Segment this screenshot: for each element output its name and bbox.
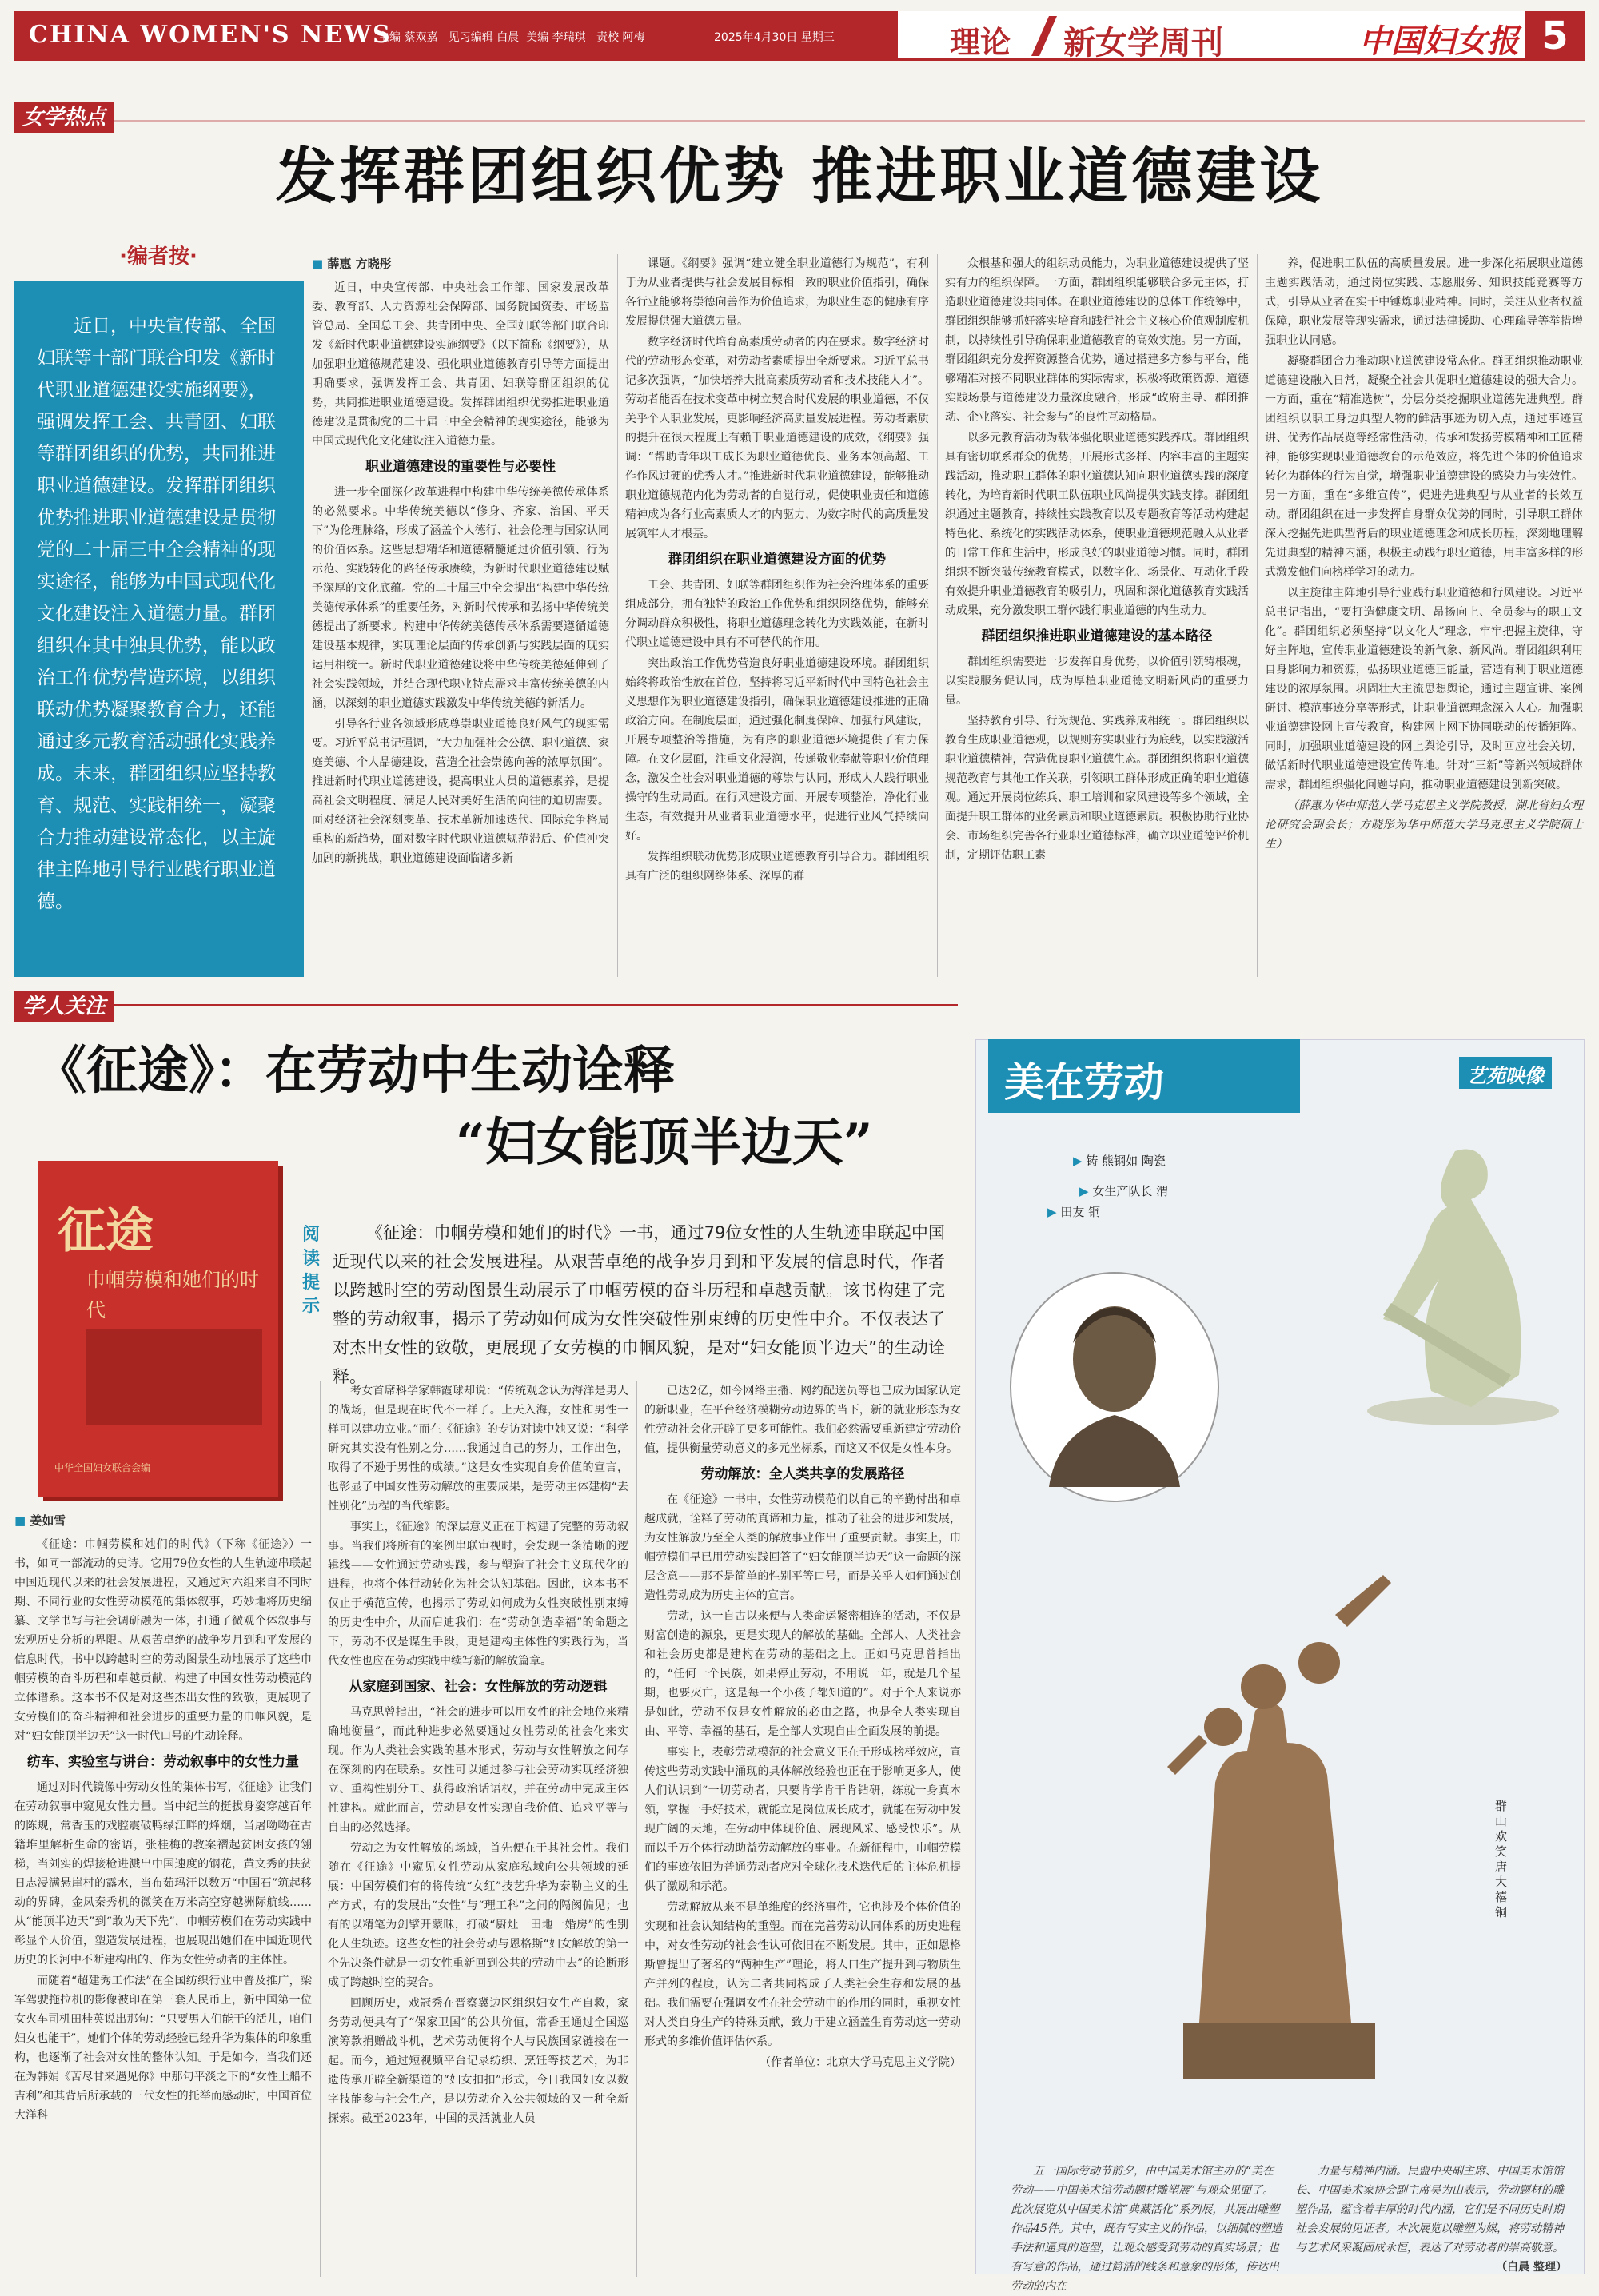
section-rule (14, 120, 1585, 122)
paragraph: 坚持教育引导、行为规范、实践养成相统一。群团组织以教育生成职业道德观，以规则夯实职业行为底线，以实践激活职业道德精神，营造优良职业道德生态。群团组织将职业道德规范教育与其他工作关联，引领职工群体形成正确的职业道德观。通过开展岗位练兵、职工培训和家风建设等多个领域，全面提升职工群体的业务素质和职业道德素质。积极协助行业协会、市场组织完善各行业职业道德标准，确立职业道德评价机制，定期评估职工素 (945, 715, 1249, 862)
article2-column-2 (328, 1381, 628, 2278)
subheading: 群团组织推进职业道德建设的基本路径 (981, 628, 1213, 644)
column-divider (1257, 254, 1258, 977)
paragraph: 近日，中央宣传部、中央社会工作部、国家发展改革委、教育部、人力资源社会保障部、国务院国资委、市场监管总局、全国总工会、共青团中央、全国妇联等部门联合印发《新时代职业道德建设实施纲要》（以下简称《纲要》），从加强职业道德规范建设、强化职业道德教育引导等方面提出明确要求，强调发挥工会、共青团、妇联等群团组织的优势，共同推进职业道德建设。发挥群团组织优势推进职业道德建设是贯彻党的二十届三中全会精神的现实途径，能够为中国式现代化文化建设注入道德力量。 (312, 281, 609, 448)
article2-column-3 (644, 1381, 961, 2278)
caption-sculpture-1: ▶ 铸 熊钢如 陶瓷 (1073, 1151, 1166, 1170)
article1-author: ■ 薛惠 方晓彤 (312, 254, 609, 273)
column-divider (636, 1381, 637, 2277)
paragraph: 凝聚群团合力推动职业道德建设常态化。群团组织推动职业道德建设融入日常，凝聚全社会共促职业道德建设的强大合力。一方面，重在“精准选树”，分层分类挖掘职业道德先进典型。群团组织以职工身边典型人物的鲜活事迹为切入点，通过事迹宣讲、优秀作品展览等经常性活动，传承和发扬劳模精神和工匠精神，能够实现职业道德教育的示范效应，将先进个体的价值追求转化为群体的行为自觉，增强职业道德建设的感染力与实效性。另一方面，重在“多维宣传”，促进先进典型与从业者的长效互动。群团组织在进一步发挥自身群众优势的同时，引导职工群体深入挖掘先进典型背后的职业道德理念和成长历程，深刻地理解先进典型的精神内涵，积极主动践行职业道德，用丰富多样的形式激发他们向榜样学习的动力。 (1265, 355, 1583, 579)
art-title: 美在劳动 (1004, 1058, 1164, 1106)
book-cover (38, 1161, 278, 1497)
slash-divider-icon (1028, 16, 1060, 56)
article2-column-1 (14, 1511, 312, 2278)
reading-tip-text: 《征途：巾帼劳模和她们的时代》一书，通过79位女性的人生轨迹串联起中国近现代以来的社会发展进程。从艰苦卓绝的战争岁月到和平发展的信息时代，作者以跨越时空的劳动图景生动展示了巾帼劳模的奋斗历程和卓越贡献。该书构建了完整的劳动叙事，揭示了劳动如何成为女性突破性别束缚的历史性中介。不仅表达了对杰出女性的致敬，更展现了女劳模的巾帼风貌，是对“妇女能顶半边天”的生动诠释。 (333, 1223, 945, 1386)
column-divider (937, 254, 938, 977)
sculpture-bronze-group (1135, 1567, 1423, 2087)
reading-tip-label: 阅读提示 (302, 1225, 321, 1317)
headline-book-line2: “妇女能顶半边天” (456, 1113, 873, 1173)
book-cover-photos (86, 1329, 262, 1425)
paper-name: CHINA WOMEN'S NEWS (29, 21, 392, 49)
headline-main: 发挥群团组织优势 推进职业道德建设 (275, 141, 1324, 212)
paragraph: 已达2亿，如今网络主播、网约配送员等也已成为国家认定的新职业，在平台经济模糊劳动边界的当下，新的就业形态为女性劳动社会化开辟了更多可能性。我们必然需要重新建定劳动价值，提供衡量劳动意义的多元坐标系，而这又不仅是女性本身。 (644, 1385, 961, 1455)
caption-sculpture-3: 群山欢笑 唐大禧 铜 (1495, 1799, 1508, 1919)
paragraph: 进一步全面深化改革进程中构建中华传统美德传承体系的必然要求。中华传统美德以“修身、齐家、治国、平天下”为伦理脉络，形成了涵盖个人德行、社会伦理与国家认同的价值体系。这些思想精华和道德精髓通过价值引领、行为示范、实践转化的路径传承赓续，为新时代职业道德建设赋予深厚的文化底蕴。党的二十届三中全会提出“构建中华传统美德传承体系”的重要任务，对新时代传承和弘扬中华传统美德提出了新要求。构建中华传统美德传承体系需要遵循道德建设基本规律，实现理论层面的传承创新与实践层面的现实运用相统一。新时代职业道德建设将中华传统美德延伸到了社会实践领域，并结合现代职业特点需求丰富传统美德的内涵，以深刻的职业道德实践激发中华传统美德的新活力。 (312, 486, 609, 710)
author-bio: （薛惠为华中师范大学马克思主义学院教授，湖北省妇女理论研究会副会长；方晓彤为华中师范大学马克思主义学院硕士生） (1265, 799, 1583, 851)
editor-note-text: 近日，中央宣传部、全国妇联等十部门联合印发《新时代职业道德建设实施纲要》，强调发挥工会、共青团、妇联等群团组织的优势，共同推进职业道德建设。发挥群团组织优势推进职业道德建设是贯彻党的二十届三中全会精神的现实途径，能够为中国式现代化文化建设注入道德力量。群团组织在其中独具优势，能以政治工作优势营造环境，以组织联动优势凝聚教育合力，还能通过多元教育活动强化实践养成。未来，群团组织应坚持教育、规范、实践相统一，凝聚合力推动建设常态化，以主旋律主阵地引导行业践行职业道德。 (37, 316, 276, 912)
article2-author: ■ 姜如雪 (14, 1511, 312, 1530)
reading-tip-box (333, 1218, 945, 1386)
paragraph: 以多元教育活动为载体强化职业道德实践养成。群团组织具有密切联系群众的优势，开展形式多样、内容丰富的主题实践活动，推动职工群体的职业道德认知向职业道德实践的深度转化，为培育新时代职工队伍职业风尚提供实践支撑。群团组织通过主题教育，持续性实践教育以及专题教育等活动构建起特色化、系统化的实践活动体系，使职业道德规范融入从业者的日常工作和生活中，形成良好的职业道德习惯。同时，群团组织不断突破传统教育模式，以数字化、场景化、互动化手段有效提升职业道德教育的吸引力，巩固和深化道德教育实践活动成果，充分激发职工群体践行职业道德的内生动力。 (945, 432, 1249, 617)
paragraph: 引导各行业各领域形成尊崇职业道德良好风气的现实需要。习近平总书记强调，“大力加强社会公德、职业道德、家庭美德、个人品德建设，营造全社会崇德向善的浓厚氛围”。推进新时代职业道德建设，提高职业人员的道德素养，是提高社会文明程度、满足人民对美好生活的向往的迫切需要。面对经济社会深刻变革、技术革新加速迭代、国际竞争格局重构的新趋势，面对数字时代职业道德规范滞后、价值冲突加剧的新挑战，职业道德建设面临诸多新 (312, 718, 609, 865)
paragraph: 劳动，这一自古以来便与人类命运紧密相连的活动，不仅是财富创造的源泉，更是实现人的解放的基础。全部人、人类社会和社会历史都是建构在劳动的基础之上。正如马克思曾指出的，“任何一个民族，如果停止劳动，不用说一年，就是几个星期，也要灭亡，这是每一个小孩子都知道的”。对于个人来说亦是如此，劳动不仅是女性解放的必由之路，也是全人类实现自由、平等、幸福的基石，是全部人实现自由全面发展的前提。 (644, 1610, 961, 1738)
paragraph: 突出政治工作优势营造良好职业道德建设环境。群团组织始终将政治性放在首位，坚持将习近平新时代中国特色社会主义思想作为职业道德建设指引，确保职业道德建设推进的正确政治方向。在制度层面，通过强化制度保障、加强行风建设，开展专项整治等措施，为有序的职业道德环境提供了有力保障。在文化层面，注重文化浸润，传递敬业奉献等职业价值理念，激发全社会对职业道德的尊崇与认同，形成人人践行职业操守的生动局面。在行风建设方面，开展专项整治，净化行业生态，有效提升从业者职业道德水平，促进行业风气持续向好。 (625, 657, 929, 843)
paragraph: 而随着“超建秀工作法”在全国纺织行业中普及推广，梁军驾驶拖拉机的影像被印在第三套人民币上，新中国第一位女火车司机田桂英说出那句：“只要男人们能干的活儿，咱们妇女也能干”，她们个体的劳动经验已经升华为集体的印象重构，也逐渐了社会对女性的整体认知。于是如今，当我们还在为韩娟《苦尽甘来遇见你》中那句平淡之下的“女性上船不吉利”和其背后所承载的三代女性的托举而感动时，中国首位大洋科 (14, 1975, 312, 2122)
paragraph: 以主旋律主阵地引导行业践行职业道德和行风建设。习近平总书记指出，“要打造健康文明、昂扬向上、全员参与的职工文化”。群团组织必须坚持“以文化人”理念，牢牢把握主旋律，守好主阵地，宣传职业道德建设的新气象、新风尚。群团组织利用自身影响力和资源，弘扬职业道德正能量，营造有利于职业道德建设的浓厚氛围。巩固壮大主流思想舆论，通过主题宣讲、案例研讨、模范事迹分享等形式，让职业道德理念深入人心。加强职业道德建设网上宣传教育，构建网上网下协同联动的传播矩阵。同时，加强职业道德建设的网上舆论引导，及时回应社会关切，做活新时代职业道德建设宣传阵地。针对“三新”等新兴领域群体需求，群团组织强化问题导向，推动职业道德建设创新突破。 (1265, 587, 1583, 791)
masthead (14, 11, 1585, 61)
column-divider (617, 254, 618, 977)
section-tag-hot: 女学热点 (14, 102, 114, 133)
art-note-text: 五一国际劳动节前夕，由中国美术馆主办的“美在劳动——中国美术馆劳动题材雕塑展”与观众见面了。此次展览从中国美术馆“典藏活化”系列展，共展出雕塑作品45件。其中，既有写实主义的作品，以细腻的塑造手法和逼真的造型，让观众感受到劳动的真实场景；也有写意的作品，通过简洁的线条和意象的形体，传达出劳动的内在 (1011, 2165, 1282, 2293)
weekly-name: 新女学周刊 (1063, 25, 1223, 62)
art-note-credit: （白晨 整理） (1496, 2261, 1567, 2274)
paragraph: 回顾历史，戏冠秀在晋察冀边区组织妇女生产自救，家务劳动便具有了“保家卫国”的公共价值，常香玉通过全国巡演筹款捐赠战斗机，艺术劳动便将个人与民族国家链接在一起。而今，通过短视频平台记录纺织、烹饪等技艺术，为非遗传承开辟全新渠道的“妇女扣扣”形式，今日我国妇女以数字技能参与社会生产，是以劳动介入公共领域的又一种全新探索。截至2023年，中国的灵活就业人员 (328, 1997, 628, 2125)
book-title: 征途 (58, 1203, 154, 1259)
editor-note-box (14, 281, 304, 977)
subheading: 职业道德建设的重要性与必要性 (365, 459, 556, 475)
subheading: 纺车、实验室与讲台：劳动叙事中的女性力量 (27, 1754, 299, 1770)
column-divider (320, 1381, 321, 2277)
paragraph: 课题。《纲要》强调“建立健全职业道德行为规范”，有利于为从业者提供与社会发展目标相一致的职业价值指引，确保各行业能够将崇德向善作为价值追求，为职业生态的健康有序发展提供强大道德力量。 (625, 257, 929, 328)
paragraph: 事实上，《征途》的深层意义正在于构建了完整的劳动叙事。当我们将所有的案例串联审视时，会发现一条清晰的逻辑线——女性通过劳动实践，参与塑造了社会主义现代化的进程，也将个体行动转化为社会认知基础。因此，这本书不仅止于横范宣传，也揭示了劳动如何成为女性突破性别束缚的历史性中介，从而启迪我们：在“劳动创造幸福”的命题之下，劳动不仅是谋生手段，更是建构主体性的实践行为，当代女性也应在劳动实践中续写新的解放篇章。 (328, 1521, 628, 1668)
section-rule (14, 1004, 958, 1006)
article1-column-1 (312, 254, 609, 979)
paragraph: 通过对时代镜像中劳动女性的集体书写，《征途》让我们在劳动叙事中窥见女性力量。当中纪兰的挺拔身姿穿越百年的陈规，常香玉的戏腔震破鸭绿江畔的烽烟，当屠呦呦在古籍堆里解析生命的密语，张桂梅的教案褶起贫困女孩的翎梯，当刘实的焊接枪进溅出中国速度的钢花，黄文秀的扶贫日志浸满悬崖村的露水，当布茹玛汗以数万“中国石”筑起移动的界碑，金凤秦秀机的微笑在万米高空穿越洲际航线……从“能顶半边天”到“敢为天下先”，巾帼劳模们在劳动实践中彰显个人价值，塑造发展进程，也展现出她们在中国近现代历史的长河中不断建构出的、作为女性劳动者的主体性。 (14, 1781, 312, 1967)
article1-column-2 (625, 254, 929, 979)
caption-sculpture-2-line2: ▶ 田友 铜 (1047, 1202, 1100, 1222)
paragraph: 群团组织需要进一步发挥自身优势，以价值引领铸根魂，以实践服务促认同，成为厚植职业道德文明新风尚的重要力量。 (945, 656, 1249, 707)
paragraph: 在《征途》一书中，女性劳动模范们以自己的辛勤付出和卓越成就，诠释了劳动的真谛和力量，推动了社会的进步和发展，为女性解放乃至全人类的解放事业作出了重要贡献。事实上，巾帼劳模们早已用劳动实践回答了“妇女能顶半边天”这一命题的深层含意——那不是简单的性别平等口号，而是关乎人如何通过创造性劳动成为历史主体的宣言。 (644, 1493, 961, 1602)
art-section-tag: 艺苑映像 (1459, 1057, 1552, 1089)
subheading: 从家庭到国家、社会：女性解放的劳动逻辑 (349, 1679, 608, 1695)
paragraph: 养，促进职工队伍的高质量发展。进一步深化拓展职业道德主题实践活动，通过岗位实践、志愿服务、知识技能竞赛等方式，引导从业者在实干中锤炼职业精神。同时，关注从业者权益保障，职业发展等现实需求，通过法律援助、心理疏导等举措增强职业认同感。 (1265, 257, 1583, 347)
paragraph: 马克思曾指出，“社会的进步可以用女性的社会地位来精确地衡量”，而此种进步必然要通过女性劳动的社会化来实现。作为人类社会实践的基本形式，劳动与女性解放之间存在深刻的内在联系。女性可以通过参与社会劳动实现经济独立、重构性别分工、获得政治话语权，并在劳动中完成主体性建构。就此而言，劳动是女性实现自我价值、追求平等与自由的必然选择。 (328, 1706, 628, 1834)
editor-note-label: ·编者按· (119, 245, 197, 269)
art-banner (988, 1039, 1300, 1113)
paragraph: 事实上，表彰劳动模范的社会意义正在于形成榜样效应，宣传这些劳动实践中涌现的具体解放经验也正在于影响更多人，使人们认识到“一切劳动者，只要肯学肯干肯钻研，练就一身真本领，掌握一手好技术，就能立足岗位成长成才，就能在劳动中发现广阔的天地，在劳动中体现价值、展现风采、感受快乐”。从而以千万个体行动助益劳动解放的事业。在新征程中，巾帼劳模们的事迹依旧为普通劳动者应对全球化技术迭代后的主体危机提供了激励和示范。 (644, 1746, 961, 1893)
paragraph: 工会、共青团、妇联等群团组织作为社会治理体系的重要组成部分，拥有独特的政治工作优势和组织网络优势，能够充分调动群众积极性，将职业道德理念转化为实践效能，在新时代职业道德建设中具有不可替代的作用。 (625, 579, 929, 649)
subheading: 劳动解放：全人类共享的发展路径 (700, 1466, 905, 1482)
paragraph: 《征途：巾帼劳模和她们的时代》（下称《征途》）一书，如同一部流动的史诗。它用79位女性的人生轨迹串联起中国近现代以来的社会发展进程，又通过对六组来自不同时期、不同行业的女性劳动模范的集体叙事，巧妙地将历史编纂、文学书写与社会调研融为一体，打通了微观个体叙事与宏观历史分析的界限。从艰苦卓绝的战争岁月到和平发展的信息时代，书中以跨越时空的劳动图景生动地展示了这些巾帼劳模的奋斗历程和卓越贡献，构建了中国女性劳动模范的立体谱系。这本书不仅是对这些杰出女性的致敬，更展现了女劳模们的奋斗精神和社会进步的重要力量的巾帼风貌，是对“妇女能顶半边天”这一时代口号的生动诠释。 (14, 1538, 312, 1743)
editor-credits: 主编 蔡双嘉 见习编辑 白晨 美编 李瑞琪 责校 阿梅 (378, 31, 645, 44)
article1-column-4 (1265, 254, 1583, 979)
sculpture-bronze-bust (1009, 1271, 1220, 1503)
paragraph: 劳动之为女性解放的场域，首先便在于其社会性。我们随在《征途》中窥见女性劳动从家庭私域向公共领域的延展：中国劳模们有的将传统“女红”技艺升华为泰勒主义的生产方式，有的发展出“女性”与“理工科”之间的隔阂偏见；也有的以精笔为剑擘开蒙昧，打破“厨灶一田地一婚房”的性别化人生轨迹。这些女性的社会劳动与恩格斯“妇女解放的第一个先决条件就是一切女性重新回到公共的劳动中去”的论断形成了跨越时空的契合。 (328, 1842, 628, 1989)
page-number: 5 (1525, 11, 1585, 61)
paragraph: 劳动解放从来不是单维度的经济事件，它也涉及个体价值的实现和社会认知结构的重塑。而在完善劳动认同体系的历史进程中，对女性劳动的社会性认可依旧在不断发展。其中，正如恩格斯曾提出了著名的“两种生产”理论，将人口生产提升到与物质生产并列的程度，认为二者共同构成了人类社会生存和发展的基础。我们需要在强调女性在社会劳动中的作用的同时，重视女性对人类自身生产的特殊贡献，致力于建立涵盖生育劳动这一劳动形式的多维价值评估体系。 (644, 1901, 961, 2048)
section-name: 理论 (950, 25, 1011, 60)
headline-book-line1: 《征途》：在劳动中生动诠释 (35, 1041, 675, 1101)
article1-column-3 (945, 254, 1249, 979)
paragraph: 众根基和强大的组织动员能力，为职业道德建设提供了坚实有力的组织保障。一方面，群团组织能够联合多元主体，打造职业道德建设共同体。在职业道德建设的总体工作统筹中，群团组织能够抓好落实培育和践行社会主义核心价值观制度机制，以持续性引导确保职业道德教育的高效实施。另一方面，群团组织充分发挥资源整合优势，通过搭建多方参与平台，能够精准对接不同职业群体的实际需求，积极将政策资源、道德实践场景与道德建设力量深度融合，形成“政府主导、群团推动、企业落实、社会参与”的良性互动格局。 (945, 257, 1249, 424)
author-affiliation: （作者单位：北京大学马克思主义学院） (760, 2056, 961, 2069)
art-note-text: 力量与精神内涵。民盟中央副主席、中国美术馆馆长、中国美术家协会副主席吴为山表示，劳动题材的雕塑作品，蕴含着丰厚的时代内涵，它们是不同历史时期社会发展的见证者。本次展览以雕塑为媒，将劳动精神与艺术风采凝固成永恒，表达了对劳动者的崇高敬意。 (1295, 2165, 1564, 2254)
caption-sculpture-2-line1: ▶ 女生产队长 渭 (1079, 1182, 1168, 1201)
book-subtitle: 巾帼劳模和她们的时代 (86, 1269, 259, 1321)
sculpture-ceramic-worker (1343, 1135, 1575, 1431)
issue-date: 2025年4月30日 星期三 (714, 31, 835, 44)
paragraph: 发挥组织联动优势形成职业道德教育引导合力。群团组织具有广泛的组织网络体系、深厚的群 (625, 851, 929, 883)
art-note-col1 (1011, 2162, 1282, 2296)
newspaper-logo: 中国妇女报 (1359, 22, 1519, 60)
paragraph: 数字经济时代培育高素质劳动者的内在要求。数字经济时代的劳动形态变革，对劳动者素质提出全新要求。习近平总书记多次强调，“加快培养大批高素质劳动者和技术技能人才”。劳动者能否在技术变革中树立契合时代发展的职业道德，不仅关乎个人职业发展，更影响经济高质量发展进程。劳动者素质的提升在很大程度上有赖于职业道德建设的成效，《纲要》强调：“帮助青年职工成长为职业道德优良、业务本领高超、工作作风过硬的优秀人才。”推进新时代职业道德建设，能够推动职业道德规范内化为劳动者的自觉行动，促使职业责任和道德精神成为各行业高素质人才的内驱力，为数字时代的高质量发展筑牢人才根基。 (625, 336, 929, 540)
art-note-col2 (1295, 2162, 1567, 2277)
section-tag-scholar: 学人关注 (14, 991, 114, 1022)
subheading: 群团组织在职业道德建设方面的优势 (668, 552, 886, 568)
paragraph: 考女首席科学家韩霞球却说：“传统观念认为海洋是男人的战场，但是现在时代不一样了。上天入海，女性和男性一样可以建功立业。”而在《征途》的专访对读中她又说：“科学研究其实没有性别之分……我通过自己的努力，工作出色，取得了不逊于男性的成绩。”这是女性实现自身价值的宣言，也彰显了中国女性劳动解放的重要成果，是劳动主体建构“去性别化”历程的当代缩影。 (328, 1385, 628, 1513)
book-publisher: 中华全国妇女联合会编 (54, 1462, 151, 1473)
